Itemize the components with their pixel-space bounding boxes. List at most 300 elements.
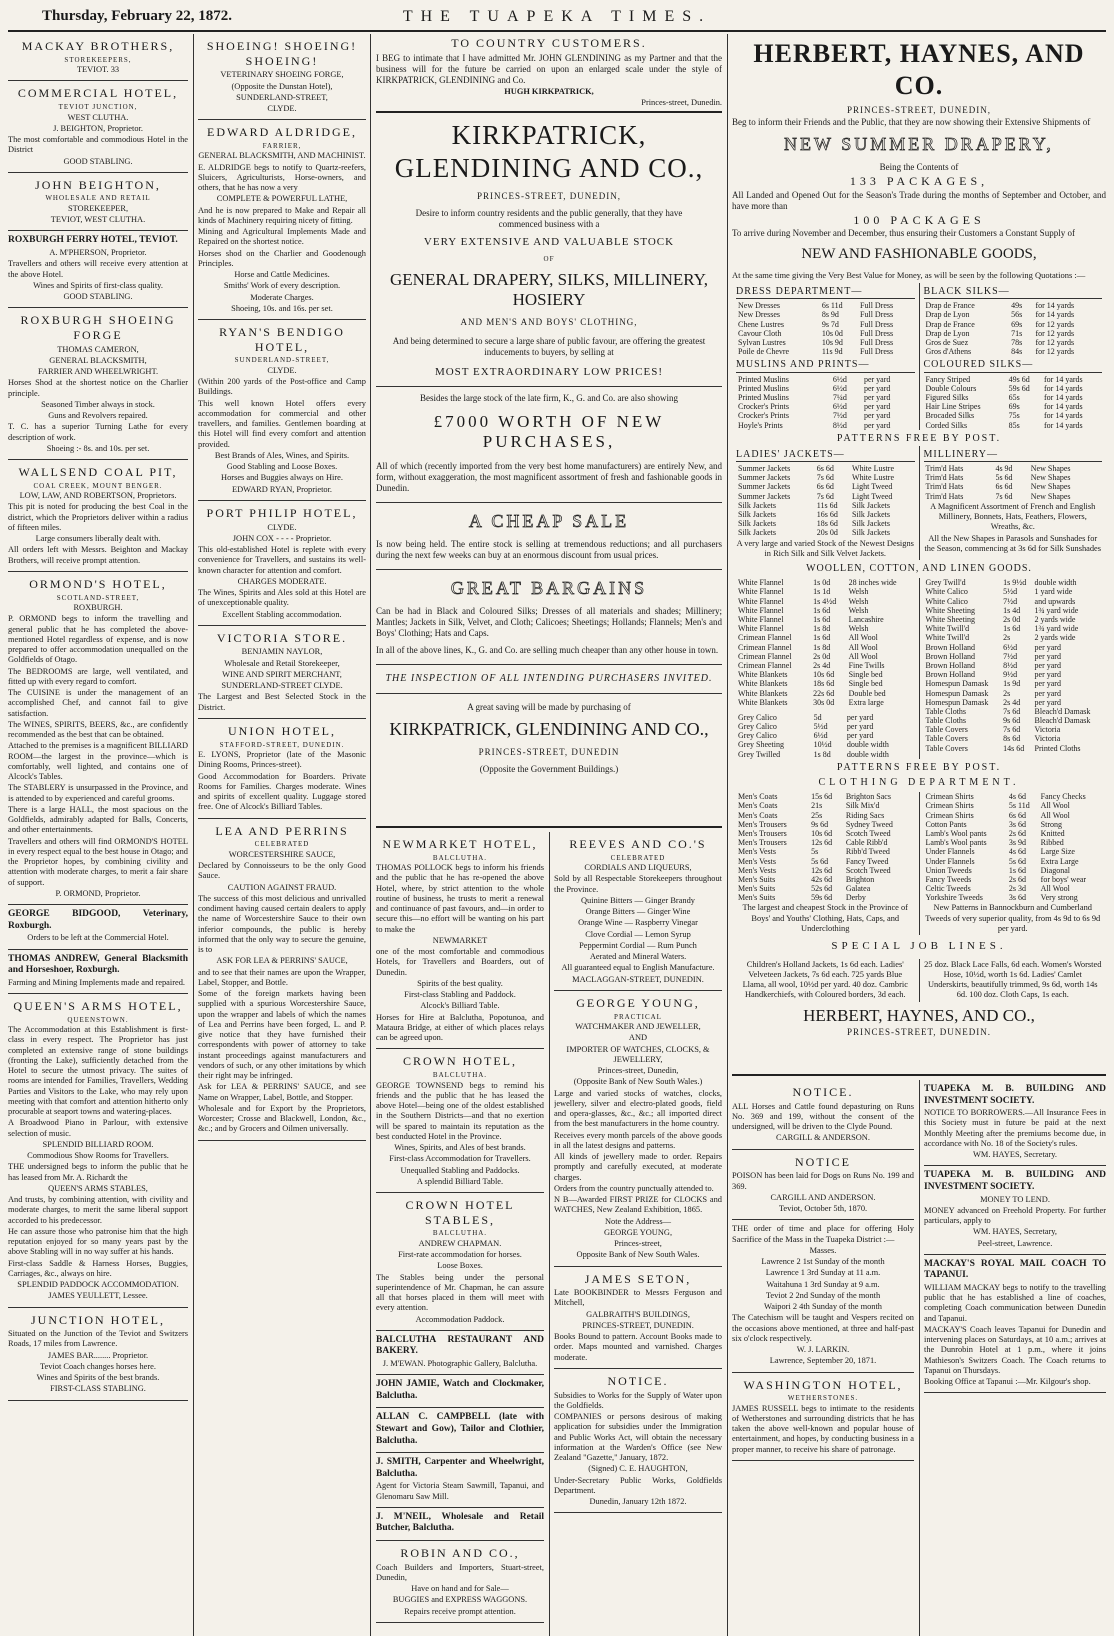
advert-heading: NOTICE bbox=[795, 1154, 851, 1169]
advert-heading: RYAN'S BENDIGO HOTEL, bbox=[219, 325, 345, 354]
item-name: Crimean Shirts bbox=[925, 792, 974, 802]
advert-line: J. M'EWAN. Photographic Gallery, Balclutha. bbox=[382, 1359, 538, 1368]
item-detail: Single bed bbox=[848, 679, 883, 689]
advert-line: NEWMARKET bbox=[432, 935, 488, 945]
advertisement bbox=[554, 1267, 722, 1369]
item-price: 69s bbox=[1011, 319, 1023, 329]
advertisement bbox=[924, 1166, 1106, 1254]
item-price: 12s 6d bbox=[811, 865, 833, 875]
advert-heading: GEORGE YOUNG, bbox=[576, 995, 700, 1010]
item-price: 11s 9d bbox=[821, 347, 843, 357]
item-name: Table Cloths bbox=[925, 706, 967, 716]
price-row bbox=[924, 866, 1103, 875]
advert-line: Princes-street, bbox=[614, 1239, 662, 1249]
item-price: 5s 6d bbox=[1008, 856, 1026, 866]
advert-line: ANDREW CHAPMAN. bbox=[418, 1238, 502, 1248]
hh-100-packages: 100 PACKAGES bbox=[853, 212, 985, 227]
patterns-line: PATTERNS FREE BY POST. bbox=[836, 432, 1002, 444]
item-name: Crimean Shirts bbox=[925, 801, 974, 811]
item-detail: Welsh bbox=[848, 605, 869, 615]
item-name: Summer Jackets bbox=[738, 482, 791, 492]
advert-subheading: STOREKEEPERS, bbox=[64, 55, 132, 64]
item-name: Men's Suits bbox=[738, 874, 776, 884]
item-price: 8s 6d bbox=[1003, 734, 1021, 744]
advert-line: Wholesale and Retail Storekeeper, bbox=[224, 658, 340, 668]
item-name: Crimean Flannel bbox=[738, 651, 792, 661]
item-detail: Brighton bbox=[845, 874, 875, 884]
advert-line: SUNDERLAND-STREET CLYDE. bbox=[221, 681, 343, 691]
price-row bbox=[924, 329, 1103, 338]
advert-line: COMPANIES or persons desirous of making application for subsidies under the Immigration and Public Works Act, will obtain the necessary information at the Warden's Office (see New Zealand "Gazette," January, 1872. bbox=[554, 1412, 722, 1463]
advert-line: GALBRAITH'S BUILDINGS, bbox=[586, 1309, 690, 1319]
item-detail: for 14 yards bbox=[1043, 420, 1083, 430]
price-row bbox=[924, 875, 1103, 884]
item-price: 18s 6d bbox=[816, 519, 838, 529]
item-detail: Full Dress bbox=[860, 328, 894, 338]
item-name: Drap de Lyon bbox=[925, 310, 970, 320]
advertisement bbox=[8, 994, 188, 1308]
advert-line: Moderate Charges. bbox=[250, 292, 314, 302]
advert-line: This old-established Hotel is replete with every convenience for Travellers, and sustains its well-known character for attention and comfort. bbox=[198, 545, 366, 575]
advert-line: All guaranteed equal to English Manufacture. bbox=[561, 963, 715, 973]
above-text: In all of the above lines, K., G. and Co. are selling much cheaper than any other house in town. bbox=[376, 644, 719, 655]
item-name: White Twill'd bbox=[925, 633, 970, 643]
price-row bbox=[924, 884, 1103, 893]
advert-line: A splendid Billiard Table. bbox=[416, 1176, 504, 1186]
advert-line: Opposite Bank of New South Wales. bbox=[576, 1250, 700, 1260]
advertisement bbox=[376, 1193, 544, 1331]
item-price: 6s 6d bbox=[816, 464, 834, 474]
item-name: Celtic Tweeds bbox=[925, 884, 971, 894]
advertisement bbox=[924, 1255, 1106, 1394]
coloured-silks-heading: COLOURED SILKS— bbox=[924, 359, 1103, 372]
item-price: 1s 0d bbox=[813, 578, 831, 588]
item-price: 1s 4½d bbox=[813, 596, 837, 606]
item-name: Under Flannels bbox=[925, 847, 975, 857]
price-row bbox=[924, 652, 1103, 661]
advert-line: Horses shod on the Charlier and Goodenough Principles. bbox=[198, 248, 366, 268]
advert-line: Agent for Victoria Steam Sawmill, Tapanui, and Glenomaru Saw Mill. bbox=[376, 1481, 544, 1501]
notice-heading: TO COUNTRY CUSTOMERS. bbox=[451, 36, 647, 50]
price-row bbox=[736, 893, 915, 902]
item-name: Sylvan Lustres bbox=[738, 338, 786, 348]
advert-line: E. LYONS, Proprietor (late of the Masonic Dining Rooms, Princes-street). bbox=[198, 750, 366, 770]
item-detail: per yard bbox=[1034, 697, 1061, 707]
advert-line: Guns and Revolvers repaired. bbox=[48, 411, 148, 421]
advert-line: COMPLETE & POWERFUL LATHE, bbox=[216, 194, 348, 204]
item-name: Table Covers bbox=[925, 734, 968, 744]
hh-intro: Beg to inform their Friends and the Public, that they are now showing their Extensive Shipments of bbox=[732, 117, 1091, 128]
item-name: Grey Calico bbox=[738, 722, 777, 732]
advert-heading: REEVES AND CO.'S bbox=[569, 837, 707, 851]
advertisement bbox=[8, 308, 188, 460]
advert-line: Books Bound to pattern. Account Books made to order. Maps mounted and varnished. Charges moderate. bbox=[554, 1332, 722, 1362]
item-detail: New Shapes bbox=[1030, 491, 1071, 501]
advertisement bbox=[8, 905, 188, 949]
item-price: 3s 9d bbox=[1008, 838, 1026, 848]
hh-contents: Being the Contents of bbox=[879, 162, 959, 173]
silks-heading: BLACK SILKS— bbox=[924, 286, 1103, 299]
item-name: Drap de France bbox=[925, 319, 975, 329]
woollen-heading: WOOLLEN, COTTON, AND LINEN GOODS. bbox=[806, 563, 1032, 575]
advert-line: BENJAMIN NAYLOR, bbox=[241, 647, 323, 657]
advert-line: Teviot Coach changes horses here. bbox=[40, 1361, 156, 1371]
advert-line: He can assure those who patronise him that the high reputation enjoyed for so many years past by the above Stabling will in no way suffer at his hands. bbox=[8, 1226, 188, 1257]
item-price: 42s 6d bbox=[811, 874, 833, 884]
item-price: 6½d bbox=[813, 731, 828, 741]
item-price: 2s bbox=[1003, 688, 1011, 698]
advert-line: PRINCES-STREET, DUNEDIN. bbox=[582, 1320, 694, 1330]
item-name: Cotton Pants bbox=[925, 819, 967, 829]
advert-line: SPLENDID PADDOCK ACCOMMODATION. bbox=[17, 1280, 179, 1290]
item-name: White Blankets bbox=[738, 670, 788, 680]
advert-line: Spirits of the best quality. bbox=[417, 978, 503, 988]
advert-line: JAMES YEULLETT, Lessee. bbox=[48, 1291, 148, 1301]
item-detail: Light Tweed bbox=[852, 491, 893, 501]
price-row bbox=[736, 670, 915, 679]
item-detail: All Wool bbox=[848, 642, 878, 652]
advert-line: The Accommodation at this Establishment is first-class in every respect. The Proprietor has just completed an extensive range of stone buildings (fronting the Lake), sufficiently detached from the Hotel to secure the utmost privacy. The suites of rooms are intended for Families, Travellers, Wedding Parties and Visitors to the Lake, who may rely upon meeting with that comfort and attention hitherto only procurable at seaport towns and watering-places. bbox=[8, 1025, 188, 1117]
advert-line: Unequalled Stabling and Paddocks. bbox=[400, 1165, 520, 1175]
advert-line: Note the Address— bbox=[604, 1216, 672, 1226]
item-price: 10s 9d bbox=[821, 338, 843, 348]
advert-line: T. C. has a superior Turning Lathe for every description of work. bbox=[8, 422, 188, 442]
shirts-table bbox=[924, 792, 1103, 902]
signature-address: Princes-street, Dunedin. bbox=[641, 97, 722, 107]
price-row bbox=[736, 375, 915, 384]
advert-line: CAUTION AGAINST FRAUD. bbox=[227, 882, 337, 892]
price-row bbox=[924, 707, 1103, 716]
item-name: Silk Jackets bbox=[738, 528, 776, 538]
advertisement bbox=[8, 231, 188, 308]
item-detail: All Wool bbox=[1040, 810, 1070, 820]
item-price: 75s bbox=[1008, 411, 1020, 421]
advert-line: First-class Accommodation for Travellers. bbox=[389, 1154, 531, 1164]
advert-line: IMPORTER OF WATCHES, CLOCKS, & JEWELLERY, bbox=[566, 1044, 710, 1064]
advertisement bbox=[8, 81, 188, 172]
price-row bbox=[736, 838, 915, 847]
advert-heading: THOMAS ANDREW, General Blacksmith and Horseshoer, Roxburgh. bbox=[8, 953, 188, 976]
advert-subheading: WETHERSTONES. bbox=[787, 1394, 859, 1403]
advert-line: Large and varied stocks of watches, clocks, jewellery, silver and electro-plated goods, field and opera-glasses, &c., &c.; all imported direct from the best manufacturers in the home country. bbox=[554, 1088, 722, 1129]
item-detail: per yard bbox=[846, 731, 874, 741]
price-row bbox=[736, 811, 915, 820]
advert-line: Horses and Buggies always on Hire. bbox=[221, 473, 343, 483]
advert-heading: QUEEN'S ARMS HOTEL, bbox=[13, 998, 183, 1013]
advert-line: Lawrence 1 3rd Sunday at 11 a.m. bbox=[765, 1268, 881, 1278]
item-price: 8½d bbox=[832, 420, 847, 430]
item-name: Trim'd Hats bbox=[925, 491, 964, 501]
advert-line: WORCESTERSHIRE SAUCE, bbox=[228, 849, 336, 859]
item-detail: for 12 yards bbox=[1035, 347, 1075, 357]
price-row bbox=[736, 393, 915, 402]
tweeds-note: New Patterns in Bannockburn and Cumberland Tweeds of very superior quality, from 4s 9d to 6s 9d per yard. bbox=[925, 903, 1101, 933]
price-row bbox=[736, 820, 915, 829]
advert-line: Excellent Stabling accommodation. bbox=[222, 609, 342, 619]
item-name: White Blankets bbox=[738, 697, 788, 707]
item-name: Printed Muslins bbox=[738, 383, 789, 393]
advert-line: The Wines, Spirits and Ales sold at this Hotel are of unexceptionable quality. bbox=[198, 588, 366, 608]
item-detail: Double bed bbox=[848, 688, 886, 698]
of-word: OF bbox=[543, 255, 555, 264]
item-name: Summer Jackets bbox=[738, 473, 791, 483]
advertisement bbox=[8, 572, 188, 905]
advert-heading: J. M'NEIL, Wholesale and Retail Butcher, Balclutha. bbox=[376, 1511, 544, 1534]
item-name: Brown Holland bbox=[925, 642, 976, 652]
item-price: 1s 4d bbox=[1003, 605, 1021, 615]
item-detail: All Wool bbox=[1040, 884, 1070, 894]
price-row bbox=[736, 528, 915, 537]
column-6 bbox=[924, 1080, 1106, 1636]
advert-line: Lawrence 2 1st Sunday of the month bbox=[761, 1257, 885, 1266]
item-name: Trim'd Hats bbox=[925, 482, 964, 492]
advert-line: THOMAS CAMERON, bbox=[57, 344, 139, 354]
item-name: Brown Holland bbox=[925, 670, 976, 680]
advert-line: Horse and Cattle Medicines. bbox=[234, 270, 330, 280]
price-row bbox=[924, 689, 1103, 698]
advert-heading: ROXBURGH FERRY HOTEL, TEVIOT. bbox=[8, 235, 178, 246]
item-name: Lamb's Wool pants bbox=[925, 828, 987, 838]
advert-line: GENERAL BLACKSMITH, bbox=[49, 355, 147, 365]
item-name: Men's Coats bbox=[738, 810, 778, 820]
advert-line: VETERINARY SHOEING FORGE, bbox=[220, 70, 344, 80]
item-detail: Derby bbox=[845, 893, 866, 903]
price-row bbox=[736, 519, 915, 528]
price-row bbox=[924, 464, 1103, 473]
item-detail: per yard bbox=[863, 420, 891, 430]
section-divider bbox=[376, 826, 722, 828]
item-price: 7s 6d bbox=[1003, 725, 1021, 735]
item-detail: Full Dress bbox=[860, 338, 894, 348]
jackets-note: A very large and varied Stock of the Newest Designs in Rich Silk and Silk Velvet Jackets. bbox=[736, 538, 914, 558]
item-price: 5d bbox=[813, 712, 822, 722]
item-detail: Printed Cloths bbox=[1034, 743, 1081, 753]
item-price: 1s 8d bbox=[813, 624, 831, 634]
item-name: Grey Twilled bbox=[738, 749, 781, 759]
price-row bbox=[924, 792, 1103, 801]
item-detail: double width bbox=[846, 740, 889, 750]
item-name: White Calico bbox=[925, 587, 968, 597]
item-name: Men's Trousers bbox=[738, 838, 787, 848]
advert-heading: WALLSEND COAL PIT, bbox=[18, 465, 178, 480]
advert-line: The WINES, SPIRITS, BEERS, &c., are confidently recommended as the best that can be obtained. bbox=[8, 719, 188, 740]
advert-line: Clove Cordial — Lemon Syrup bbox=[585, 929, 691, 939]
item-detail: Welsh bbox=[848, 624, 869, 634]
price-row bbox=[924, 615, 1103, 624]
advert-subheading: BALCLUTHA. bbox=[432, 1071, 488, 1080]
advert-heading: UNION HOTEL, bbox=[228, 723, 336, 738]
item-detail: 2 yards wide bbox=[1034, 615, 1076, 625]
advert-line: Dunedin, January 12th 1872. bbox=[589, 1497, 687, 1507]
advert-line: CARGILL AND ANDERSON. bbox=[770, 1192, 876, 1202]
item-price: 5s 11d bbox=[1008, 801, 1030, 811]
item-detail: per yard bbox=[863, 402, 891, 412]
firm-name: KIRKPATRICK, GLENDINING AND CO., bbox=[394, 120, 704, 183]
advert-line: ASK FOR LEA & PERRINS' SAUCE, bbox=[216, 956, 348, 966]
besides-text: Besides the large stock of the late firm, K., G. and Co. are also showing bbox=[419, 392, 679, 403]
price-row bbox=[736, 643, 915, 652]
advert-subheading: PRACTICAL bbox=[614, 1012, 662, 1021]
item-detail: Full Dress bbox=[860, 301, 894, 311]
item-name: Fancy Tweeds bbox=[925, 874, 972, 884]
price-row bbox=[736, 624, 915, 633]
advert-heading: MACKAY'S ROYAL MAIL COACH TO TAPANUI. bbox=[924, 1258, 1106, 1281]
price-row bbox=[924, 838, 1103, 847]
item-detail: per yard bbox=[1034, 670, 1061, 680]
item-name: Fancy Striped bbox=[925, 374, 971, 384]
item-price: 1s 6d bbox=[813, 615, 831, 625]
item-name: Poile de Chevre bbox=[738, 347, 790, 357]
advert-line: Orange Wine — Raspberry Vinegar bbox=[578, 918, 698, 928]
price-row bbox=[736, 578, 915, 587]
price-row bbox=[924, 578, 1103, 587]
advert-line: CLYDE. bbox=[267, 522, 297, 532]
advert-line: Peppermint Cordial — Rum Punch bbox=[579, 940, 697, 950]
item-detail: Silk Jackets bbox=[852, 528, 891, 538]
advert-line: GENERAL BLACKSMITH, AND MACHINIST. bbox=[198, 151, 366, 161]
item-price: 5s bbox=[811, 847, 819, 857]
stock-line: VERY EXTENSIVE AND VALUABLE STOCK bbox=[423, 235, 675, 248]
intro-text: Desire to inform country residents and the public generally, that they have commenced business with a bbox=[415, 207, 683, 229]
item-name: Homespun Damask bbox=[925, 697, 989, 707]
advert-line: All kinds of jewellery made to order. Repairs promptly and carefully executed, at moderate charges. bbox=[554, 1152, 722, 1182]
advert-line: Seasoned Timber always in stock. bbox=[41, 399, 155, 409]
advert-line: Sold by all Respectable Storekeepers throughout the Province. bbox=[554, 874, 722, 894]
calico-table bbox=[736, 713, 915, 759]
item-name: Men's Coats bbox=[738, 792, 778, 802]
item-name: Crimean Flannel bbox=[738, 642, 792, 652]
advert-line: Wines and Spirits of the best brands. bbox=[36, 1373, 160, 1383]
masthead bbox=[8, 4, 1106, 32]
advert-line: Situated on the Junction of the Teviot and Switzers Roads, 17 miles from Lawrence. bbox=[8, 1329, 188, 1349]
advert-line: Orange Bitters — Ginger Wine bbox=[585, 907, 691, 917]
price-row bbox=[924, 320, 1103, 329]
advert-line: Shoeing :- 8s. and 10s. per set. bbox=[46, 443, 150, 453]
item-price: 5s 6d bbox=[995, 473, 1013, 483]
item-detail: Extra Large bbox=[1040, 856, 1079, 866]
advert-line: WM. HAYES, Secretary. bbox=[972, 1150, 1058, 1160]
price-row bbox=[736, 829, 915, 838]
item-detail: Ribb'd Tweed bbox=[845, 847, 890, 857]
advert-line: All orders left with Messrs. Beighton and Mackay Brothers, will receive prompt attention. bbox=[8, 545, 188, 565]
price-row bbox=[736, 792, 915, 801]
item-detail: 28 inches wide bbox=[848, 578, 897, 588]
advert-line: Subsidies to Works for the Supply of Water upon the Goldfields. bbox=[554, 1390, 722, 1410]
item-price: 78s bbox=[1011, 338, 1023, 348]
item-price: 22s 6d bbox=[813, 688, 835, 698]
price-row bbox=[736, 501, 915, 510]
advert-line: CORDIALS AND LIQUEURS, bbox=[584, 863, 692, 873]
advert-line: N B—Awarded FIRST PRIZE for CLOCKS and WATCHES, New Zealand Exhibition, 1865. bbox=[554, 1195, 722, 1215]
advert-line: Quinine Bitters — Ginger Brandy bbox=[581, 895, 695, 905]
muslin-table bbox=[736, 375, 915, 430]
column-divider bbox=[549, 832, 550, 1636]
item-detail: Full Dress bbox=[860, 319, 894, 329]
item-detail: Fine Twills bbox=[848, 660, 885, 670]
item-detail: per yard bbox=[863, 411, 891, 421]
item-detail: New Shapes bbox=[1030, 482, 1071, 492]
item-name: Table Covers bbox=[925, 743, 968, 753]
advert-subheading: SCOTLAND-STREET, bbox=[56, 593, 140, 602]
item-detail: per yard bbox=[863, 374, 891, 384]
item-price: 6½d bbox=[832, 374, 847, 384]
advert-heading: COMMERCIAL HOTEL, bbox=[17, 86, 179, 101]
flannels-table bbox=[736, 578, 915, 707]
advert-line: The Largest and Best Selected Stock in the District. bbox=[198, 692, 366, 712]
item-price: 1s 1d bbox=[813, 587, 831, 597]
advert-heading: CROWN HOTEL STABLES, bbox=[405, 1198, 515, 1227]
advert-line: Best Brands of Ales, Wines, and Spirits. bbox=[214, 450, 350, 460]
price-row bbox=[924, 661, 1103, 670]
item-price: 21s bbox=[811, 801, 823, 811]
item-price: 10s 6d bbox=[813, 670, 835, 680]
item-price: 10½d bbox=[813, 740, 832, 750]
price-row bbox=[924, 820, 1103, 829]
item-name: Men's Coats bbox=[738, 801, 778, 811]
hh-landed: All Landed and Opened Out for the Season's Trade during the months of September and October, and have more than bbox=[732, 189, 1106, 211]
advert-line: The Stables being under the personal superintendence of Mr. Chapman, he can assure all that horses placed in them will meet with every attention. bbox=[376, 1272, 544, 1313]
price-row bbox=[924, 411, 1103, 420]
jackets-heading: LADIES' JACKETS— bbox=[736, 449, 915, 462]
hh-summer-heading: NEW SUMMER DRAPERY, bbox=[784, 134, 1054, 155]
advert-subheading: QUEENSTOWN. bbox=[67, 1015, 129, 1024]
item-detail: double width bbox=[1034, 578, 1077, 588]
item-detail: Silk Mix'd bbox=[845, 801, 880, 811]
price-row bbox=[924, 473, 1103, 482]
price-row bbox=[736, 615, 915, 624]
item-detail: Welsh bbox=[848, 587, 869, 597]
price-row bbox=[736, 652, 915, 661]
item-price: 49s 6d bbox=[1008, 374, 1030, 384]
price-row bbox=[924, 725, 1103, 734]
column-5 bbox=[732, 1080, 914, 1636]
item-name: Silk Jackets bbox=[738, 510, 776, 520]
advertisement bbox=[732, 1150, 914, 1221]
advert-heading: GEORGE BIDGOOD, Veterinary, Roxburgh. bbox=[8, 909, 188, 931]
item-detail: New Shapes bbox=[1030, 464, 1071, 474]
item-detail: Fancy Checks bbox=[1040, 792, 1086, 802]
price-row bbox=[736, 633, 915, 642]
advert-line: Shoeing, 10s. and 16s. per set. bbox=[231, 303, 333, 313]
item-detail: per yard bbox=[1034, 642, 1061, 652]
advert-line: E. ALDRIDGE begs to notify to Quartz-reefers, Sluicers, Agriculturists, Horse-owners, and others, that he has now a very bbox=[198, 162, 366, 193]
price-row bbox=[736, 473, 915, 482]
item-price: 59s 6d bbox=[811, 893, 833, 903]
item-detail: Victoria bbox=[1034, 734, 1061, 744]
item-name: Crocker's Prints bbox=[738, 402, 789, 412]
advert-line: Some of the foreign markets having been supplied with a spurious Worcestershire Sauce, upon the wrapper and labels of which the names of Lea and Perrins have been forged, L. and P. give notice that they have furnished their correspondents with power of attorney to take instant proceedings against manufacturers and vendors of such, or any other imitations by which their right may be infringed. bbox=[198, 989, 366, 1080]
item-name: Summer Jackets bbox=[738, 491, 791, 501]
item-detail: White Lustre bbox=[852, 464, 894, 474]
item-detail: and upwards bbox=[1034, 596, 1076, 606]
item-name: Crimean Flannel bbox=[738, 633, 792, 643]
advertisement bbox=[198, 626, 366, 719]
advert-heading: TUAPEKA M. B. BUILDING AND INVESTMENT SOCIETY. bbox=[924, 1084, 1106, 1106]
herbert-haynes-advert bbox=[732, 34, 1106, 1072]
advert-line: Declared by Connoisseurs to be the only Good Sauce. bbox=[198, 861, 366, 881]
item-detail: for 14 yards bbox=[1043, 374, 1083, 384]
advertisement bbox=[924, 1080, 1106, 1166]
advert-line: MACLAGGAN-STREET, DUNEDIN. bbox=[572, 974, 704, 984]
column-4 bbox=[554, 832, 722, 1636]
item-price: 15s 6d bbox=[811, 792, 833, 802]
advertisement bbox=[8, 460, 188, 572]
item-name: White Blankets bbox=[738, 688, 788, 698]
advert-line: Teviot 2 2nd Sunday of the month bbox=[765, 1290, 881, 1300]
item-name: Grey Calico bbox=[738, 731, 777, 741]
item-detail: Galatea bbox=[845, 884, 871, 894]
item-detail: Victoria bbox=[1034, 725, 1061, 735]
